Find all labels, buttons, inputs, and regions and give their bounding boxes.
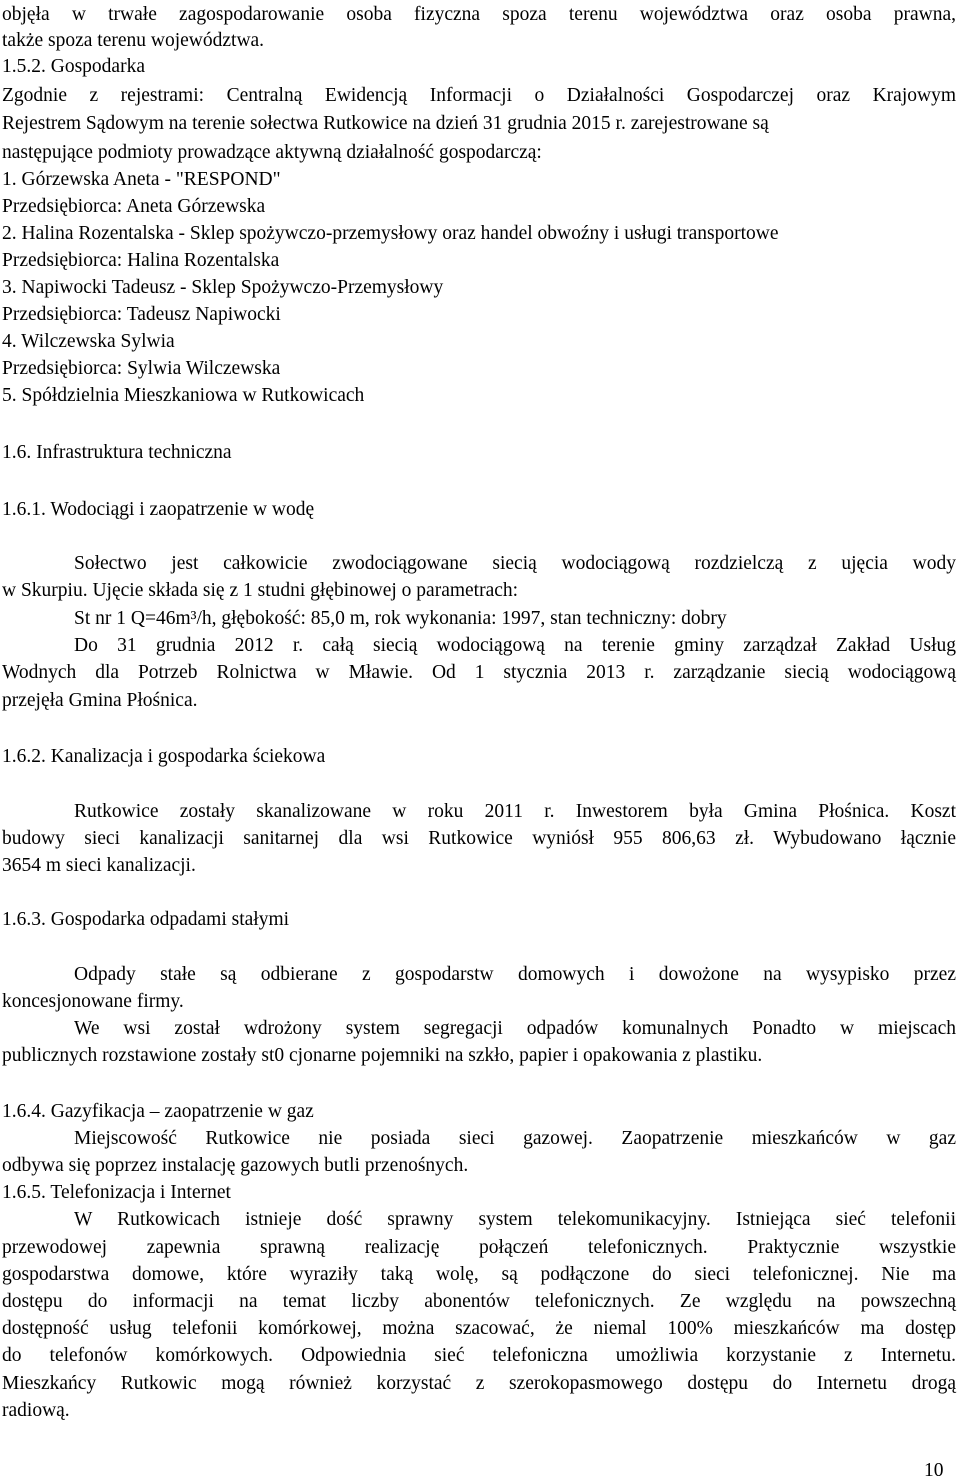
text-line: do telefonów komórkowych. Odpowiednia sieć telefoniczna umożliwia korzystanie z Internetu. [2,1345,956,1366]
subsection-heading: 1.6.2. Kanalizacja i gospodarka ściekowa [2,746,326,767]
text-line: Rutkowice zostały skanalizowane w roku 2011 r. Inwestorem była Gmina Płośnica. Koszt [74,801,956,822]
text-line: W Rutkowicach istnieje dość sprawny system telekomunikacyjny. Istniejąca sieć telefonii [74,1209,956,1230]
text-line: przejęła Gmina Płośnica. [2,690,198,711]
text-line: koncesjonowane firmy. [2,991,184,1012]
text-line: budowy sieci kanalizacji sanitarnej dla wsi Rutkowice wyniósł 955 806,63 zł. Wybudowano łącznie [2,828,956,849]
section-heading: 1.5.2. Gospodarka [2,56,145,77]
list-item: 4. Wilczewska Sylwia [2,331,175,352]
text-line: Zgodnie z rejestrami: Centralną Ewidencją Informacji o Działalności Gospodarczej oraz Krajowym [2,85,956,106]
list-item: 5. Spółdzielnia Mieszkaniowa w Rutkowicach [2,385,365,406]
list-item: 3. Napiwocki Tadeusz - Sklep Spożywczo-Przemysłowy [2,277,444,298]
list-item-detail: Przedsiębiorca: Halina Rozentalska [2,250,280,271]
text-line: publicznych rozstawione zostały st0 cjonarne pojemniki na szkło, papier i opakowania z plastiku. [2,1045,763,1066]
text-line: dostępu do informacji na temat liczby abonentów telefonicznych. Ze względu na powszechną [2,1291,956,1312]
text-line: Miejscowość Rutkowice nie posiada sieci gazowej. Zaopatrzenie mieszkańców w gaz [74,1128,956,1149]
text-line: 3654 m sieci kanalizacji. [2,855,196,876]
subsection-heading: 1.6.5. Telefonizacja i Internet [2,1182,231,1203]
list-item: 1. Górzewska Aneta - "RESPOND" [2,169,281,190]
text-line: Mieszkańcy Rutkowic mogą również korzystać z szerokopasmowego dostępu do Internetu drogą [2,1373,956,1394]
subsection-heading: 1.6.4. Gazyfikacja – zaopatrzenie w gaz [2,1101,314,1122]
text-line: dostępność usług telefonii komórkowej, można szacować, że niemal 100% mieszkańców ma dostęp [2,1318,956,1339]
list-item: 2. Halina Rozentalska - Sklep spożywczo-przemysłowy oraz handel obwoźny i usługi transportowe [2,223,779,244]
text-line: także spoza terenu województwa. [2,30,265,51]
text-line: w Skurpiu. Ujęcie składa się z 1 studni głębinowej o parametrach: [2,580,519,601]
list-item-detail: Przedsiębiorca: Aneta Górzewska [2,196,266,217]
list-item-detail: Przedsiębiorca: Sylwia Wilczewska [2,358,281,379]
text-line: następujące podmioty prowadzące aktywną działalność gospodarczą: [2,142,542,163]
text-line: objęła w trwałe zagospodarowanie osoba fizyczna spoza terenu województwa oraz osoba prawna, [2,4,956,25]
text-line: radiową. [2,1400,70,1421]
subsection-heading: 1.6.1. Wodociągi i zaopatrzenie w wodę [2,499,315,520]
subsection-heading: 1.6.3. Gospodarka odpadami stałymi [2,909,290,930]
text-line: Rejestrem Sądowym na terenie sołectwa Rutkowice na dzień 31 grudnia 2015 r. zarejestrowane są [2,113,769,134]
text-line: Sołectwo jest całkowicie zwodociągowane siecią wodociągową rozdzielczą z ujęcia wody [74,553,956,574]
text-line: gospodarstwa domowe, które wyraziły taką wolę, są podłączone do sieci telefonicznej. Nie ma [2,1264,956,1285]
list-item-detail: Przedsiębiorca: Tadeusz Napiwocki [2,304,281,325]
text-line: odbywa się poprzez instalację gazowych butli przenośnych. [2,1155,469,1176]
text-line: Wodnych dla Potrzeb Rolnictwa w Mławie. Od 1 stycznia 2013 r. zarządzanie siecią wodociągową [2,662,956,683]
text-line: We wsi został wdrożony system segregacji odpadów komunalnych Ponadto w miejscach [74,1018,956,1039]
text-line: St nr 1 Q=46m³/h, głębokość: 85,0 m, rok wykonania: 1997, stan techniczny: dobry [74,608,727,629]
section-heading: 1.6. Infrastruktura techniczna [2,442,232,463]
text-line: przewodowej zapewnia sprawną realizację połączeń telefonicznych. Praktycznie wszystkie [2,1237,956,1258]
text-line: Do 31 grudnia 2012 r. całą siecią wodociągową na terenie gminy zarządzał Zakład Usług [74,635,956,656]
text-line: Odpady stałe są odbierane z gospodarstw domowych i dowożone na wysypisko przez [74,964,956,985]
page-number: 10 [924,1460,944,1481]
